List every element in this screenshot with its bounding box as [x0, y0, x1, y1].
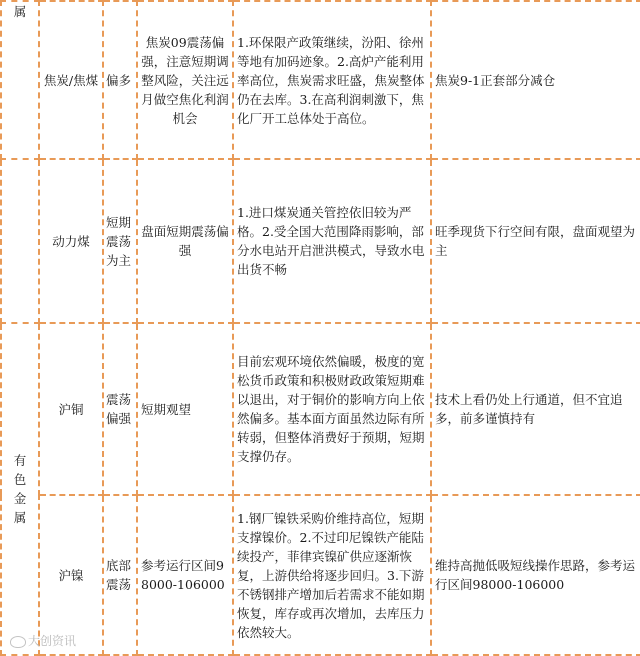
category-label: 有色金属: [13, 453, 27, 525]
direction-cell: 偏多: [103, 1, 137, 159]
view-cell: 盘面短期震荡偏强: [137, 159, 233, 323]
commodity-name: 焦炭/焦煤: [39, 1, 103, 159]
logic-cell: 1.进口煤炭通关管控依旧较为严格。2.受全国大范围降雨影响，部分水电站开启泄洪模式，导致水电出货不畅: [233, 159, 431, 323]
table-row: [1, 323, 640, 495]
watermark: [10, 632, 76, 649]
weibo-icon: [10, 636, 26, 648]
view-cell: 参考运行区间98000-106000: [137, 495, 233, 655]
strategy-cell: 焦炭9-1正套部分减仓: [431, 1, 640, 159]
view-cell: 焦炭09震荡偏强，注意短期调整风险，关注远月做空焦化利润机会: [137, 1, 233, 159]
category-cell: [1, 1, 39, 159]
direction-cell: 短期震荡为主: [103, 159, 137, 323]
logic-cell: 目前宏观环境依然偏暖，极度的宽松货币政策和积极财政政策短期难以退出，对于铜价的影响方向上依然偏多。基本面方面虽然边际有所转弱，但整体消费好于预期，短期支撑仍存。: [233, 323, 431, 495]
strategy-cell: 维持高抛低吸短线操作思路，参考运行区间98000-106000: [431, 495, 640, 655]
category-label: 属: [13, 4, 27, 19]
view-cell: 短期观望: [137, 323, 233, 495]
direction-cell: 震荡偏强: [103, 323, 137, 495]
watermark-text: 大创资讯: [28, 634, 77, 648]
logic-cell: 1.环保限产政策继续，汾阳、徐州等地有加码迹象。2.高炉产能利用率高位，焦炭需求旺盛，焦炭整体仍在去库。3.在高利润刺激下，焦化厂开工总体处于高位。: [233, 1, 431, 159]
table-row: [1, 159, 640, 323]
commodity-name: 沪铜: [39, 323, 103, 495]
commodity-name: 沪镍: [39, 495, 103, 655]
table-row: [1, 495, 640, 655]
strategy-cell: 技术上看仍处上行通道，但不宜追多，前多谨慎持有: [431, 323, 640, 495]
table-row: [1, 1, 640, 159]
category-cell: [1, 323, 39, 655]
direction-cell: 底部震荡: [103, 495, 137, 655]
strategy-cell: 旺季现货下行空间有限，盘面观望为主: [431, 159, 640, 323]
logic-cell: 1.钢厂镍铁采购价维持高位，短期支撑镍价。2.不过印尼镍铁产能陆续投产，菲律宾镍矿供应逐渐恢复，上游供给将逐步回归。3.下游不锈钢排产增加后若需求不能如期恢复，库存或再次增加，去库压力依然较大。: [233, 495, 431, 655]
commodity-name: 动力煤: [39, 159, 103, 323]
category-cell: [1, 159, 39, 323]
